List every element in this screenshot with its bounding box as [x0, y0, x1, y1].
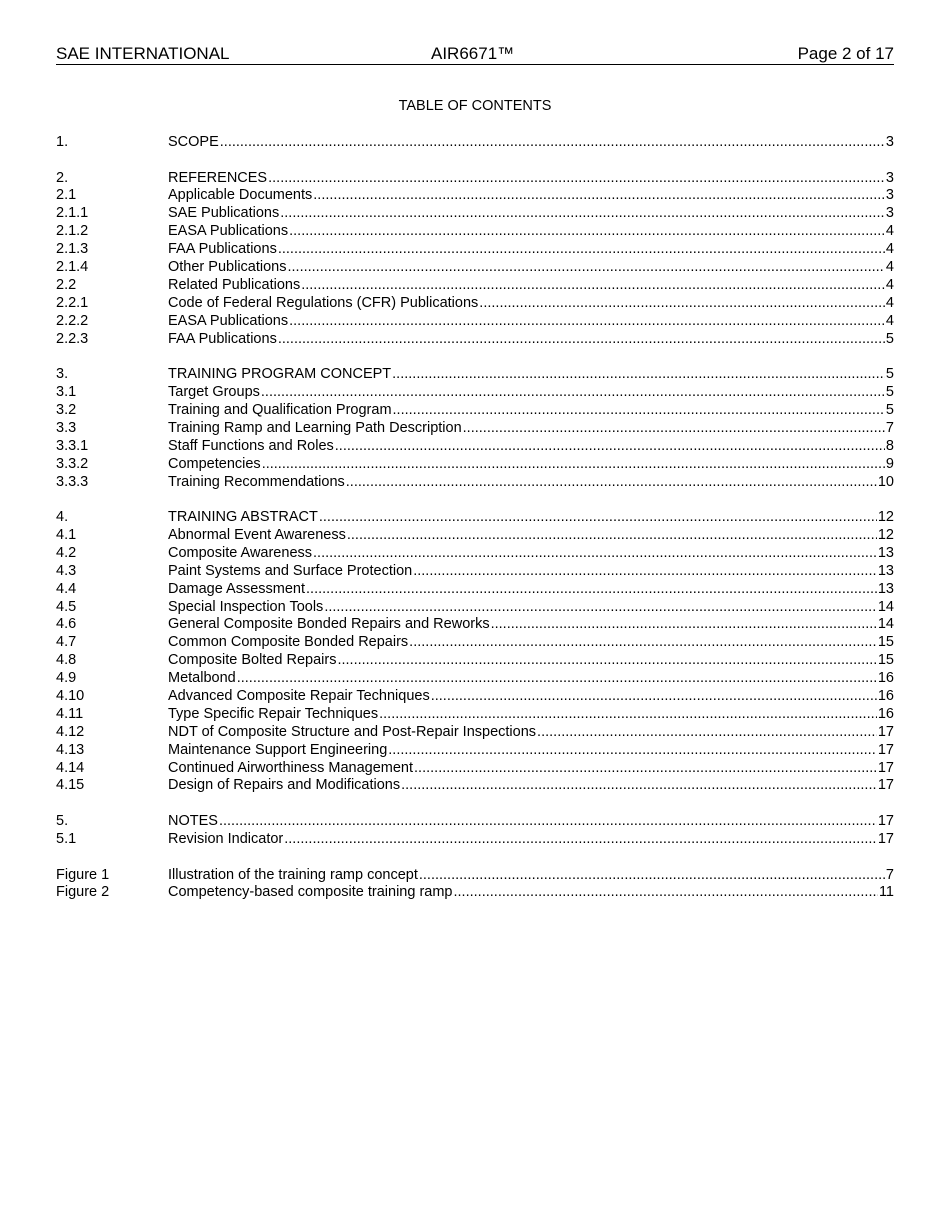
toc-group	[56, 867, 894, 903]
toc-entry-line	[168, 599, 894, 617]
toc-entry-number: 4.4	[56, 580, 77, 597]
toc-entry-title: FAA Publications	[168, 330, 277, 347]
toc-entry-title: NDT of Composite Structure and Post-Repair Inspections	[168, 723, 537, 740]
toc-entry[interactable]	[56, 742, 894, 760]
header-page-number: Page 2 of 17	[797, 44, 894, 63]
toc-entry-title: Common Composite Bonded Repairs	[168, 634, 409, 651]
toc-entry[interactable]	[56, 259, 894, 277]
toc-entry[interactable]	[56, 884, 894, 902]
dot-leader	[262, 456, 885, 474]
toc-entry-line	[168, 777, 894, 795]
toc-entry[interactable]	[56, 187, 894, 205]
toc-entry-title: Competencies	[168, 455, 261, 472]
toc-entry-number: 4.9	[56, 670, 77, 687]
toc-entry-page: 4	[885, 241, 894, 258]
toc-entry-page: 5	[885, 401, 894, 418]
toc-entry[interactable]	[56, 134, 894, 152]
toc-entry[interactable]	[56, 599, 894, 617]
toc-entry-line	[168, 420, 894, 438]
toc-entry-page: 10	[877, 473, 894, 490]
toc-entry-page: 17	[877, 830, 894, 847]
toc-group	[56, 509, 894, 795]
toc-entry-title: NOTES	[168, 813, 218, 830]
toc-entry[interactable]	[56, 867, 894, 885]
toc-entry-line	[168, 616, 894, 634]
dot-leader	[379, 706, 877, 724]
toc-entry-number: 4.	[56, 509, 69, 526]
toc-entry-page: 9	[885, 455, 894, 472]
toc-entry-number: 4.10	[56, 688, 85, 704]
toc-entry-title: SAE Publications	[168, 205, 280, 222]
toc-entry[interactable]	[56, 688, 894, 706]
toc-entry[interactable]	[56, 170, 894, 188]
toc-entry[interactable]	[56, 384, 894, 402]
toc-entry-line	[168, 670, 894, 688]
toc-entry[interactable]	[56, 706, 894, 724]
toc-entry[interactable]	[56, 331, 894, 349]
toc-entry-title: REFERENCES	[168, 169, 268, 186]
toc-entry-line	[168, 223, 894, 241]
toc-entry-number: 2.1.4	[56, 259, 89, 276]
dot-leader	[337, 652, 876, 670]
toc-entry-line	[168, 295, 894, 313]
toc-entry-line	[168, 134, 894, 152]
dot-leader	[346, 474, 877, 492]
dot-leader	[413, 563, 877, 581]
toc-entry-number: 4.12	[56, 723, 85, 740]
toc-entry-page: 17	[877, 777, 894, 794]
toc-entry-page: 7	[885, 419, 894, 436]
toc-entry-number: 4.2	[56, 544, 77, 561]
toc-entry-line	[168, 241, 894, 259]
toc-entry-number: 2.2.3	[56, 330, 89, 347]
dot-leader	[278, 241, 885, 259]
toc-entry-page: 13	[877, 562, 894, 579]
dot-leader	[306, 581, 877, 599]
toc-entry-title: Damage Assessment	[168, 580, 306, 597]
toc-group	[56, 170, 894, 349]
toc-entry[interactable]	[56, 295, 894, 313]
toc-entry-number: 3.3	[56, 419, 77, 436]
toc-entry-line	[168, 831, 894, 849]
toc-entry-line	[168, 724, 894, 742]
toc-entry[interactable]	[56, 438, 894, 456]
dot-leader	[414, 760, 877, 778]
toc-entry-number: 4.13	[56, 741, 85, 758]
toc-entry-line	[168, 509, 894, 527]
toc-entry[interactable]	[56, 616, 894, 634]
dot-leader	[479, 295, 885, 313]
toc-entry-title: Training Recommendations	[168, 473, 345, 490]
toc-entry-title: TRAINING ABSTRACT	[168, 509, 318, 526]
toc-entry-page: 17	[877, 723, 894, 740]
toc-entry-page: 4	[885, 294, 894, 311]
dot-leader	[409, 634, 877, 652]
toc-entry-line	[168, 545, 894, 563]
toc-entry-title: Revision Indicator	[168, 830, 284, 847]
toc-entry-line	[168, 205, 894, 223]
toc-entry-line	[168, 366, 894, 384]
dot-leader	[287, 259, 884, 277]
toc-entry-page: 16	[877, 705, 894, 722]
toc-entry[interactable]	[56, 527, 894, 545]
dot-leader	[335, 438, 885, 456]
toc-entry-page: 7	[885, 866, 894, 883]
toc-entry-title: TRAINING PROGRAM CONCEPT	[168, 366, 392, 383]
toc-entry-title: SCOPE	[168, 134, 219, 150]
toc-entry[interactable]	[56, 563, 894, 581]
toc-entry-number: 4.1	[56, 526, 77, 543]
dot-leader	[454, 884, 878, 902]
toc-entry-page: 16	[877, 688, 894, 704]
toc-entry-number: 2.1.2	[56, 223, 89, 240]
toc-entry-title: Training Ramp and Learning Path Description	[168, 419, 462, 436]
toc-entry-title: Composite Awareness	[168, 544, 313, 561]
toc-entry-line	[168, 634, 894, 652]
toc-entry-title: Staff Functions and Roles	[168, 437, 334, 454]
toc-entry-page: 17	[877, 813, 894, 830]
toc-entry-number: 2.2.2	[56, 312, 89, 329]
toc-entry-number: 2.2.1	[56, 294, 89, 311]
toc-entry-number: 3.3.2	[56, 455, 89, 472]
toc-entry-title: Type Specific Repair Techniques	[168, 705, 379, 722]
toc-entry-title: Advanced Composite Repair Techniques	[168, 688, 430, 704]
dot-leader	[401, 777, 877, 795]
toc-entry-number: 4.5	[56, 598, 77, 615]
dot-leader	[301, 277, 885, 295]
toc-entry[interactable]	[56, 634, 894, 652]
toc-entry-line	[168, 581, 894, 599]
toc-entry-title: Illustration of the training ramp concept	[168, 866, 418, 883]
toc-entry-line	[168, 456, 894, 474]
toc-entry-title: Abnormal Event Awareness	[168, 526, 346, 543]
toc-entry[interactable]	[56, 402, 894, 420]
toc-entry-number: 2.1	[56, 187, 77, 204]
table-of-contents	[56, 134, 894, 920]
toc-entry-number: 4.6	[56, 616, 77, 633]
toc-entry-title: Applicable Documents	[168, 187, 313, 204]
dot-leader	[220, 134, 885, 152]
toc-entry-page: 12	[877, 509, 894, 526]
page-header	[56, 44, 894, 65]
toc-entry-number: 3.2	[56, 401, 77, 418]
dot-leader	[237, 670, 877, 688]
toc-entry-line	[168, 259, 894, 277]
dot-leader	[284, 831, 877, 849]
toc-entry-line	[168, 688, 894, 706]
toc-entry[interactable]	[56, 581, 894, 599]
toc-entry-line	[168, 563, 894, 581]
toc-entry-page: 4	[885, 312, 894, 329]
toc-entry-line	[168, 402, 894, 420]
toc-entry-title: Related Publications	[168, 276, 301, 293]
toc-entry[interactable]	[56, 652, 894, 670]
toc-entry-line	[168, 331, 894, 349]
toc-entry[interactable]	[56, 420, 894, 438]
header-organization: SAE INTERNATIONAL	[56, 44, 230, 63]
toc-entry-page: 16	[877, 670, 894, 687]
toc-entry-page: 4	[885, 259, 894, 276]
toc-entry-line	[168, 384, 894, 402]
toc-entry-number: 4.3	[56, 562, 77, 579]
toc-entry-line	[168, 170, 894, 188]
toc-entry-title: Design of Repairs and Modifications	[168, 777, 401, 794]
toc-entry-page: 3	[885, 187, 894, 204]
toc-entry-number: 4.7	[56, 634, 77, 651]
dot-leader	[431, 688, 877, 706]
toc-entry-number: 2.	[56, 169, 69, 186]
toc-entry-page: 14	[877, 616, 894, 633]
toc-entry[interactable]	[56, 241, 894, 259]
toc-entry-page: 5	[885, 330, 894, 347]
toc-entry-title: Composite Bolted Repairs	[168, 652, 337, 669]
dot-leader	[280, 205, 885, 223]
toc-entry-page: 17	[877, 741, 894, 758]
toc-entry-page: 3	[885, 134, 894, 150]
toc-entry-number: 2.1.3	[56, 241, 89, 258]
toc-entry-number: 2.1.1	[56, 205, 89, 222]
dot-leader	[261, 384, 885, 402]
toc-entry[interactable]	[56, 545, 894, 563]
toc-entry-page: 5	[885, 366, 894, 383]
toc-entry-line	[168, 438, 894, 456]
toc-entry-line	[168, 652, 894, 670]
toc-entry[interactable]	[56, 724, 894, 742]
toc-entry-page: 13	[877, 544, 894, 561]
toc-entry-line	[168, 474, 894, 492]
toc-entry-number: Figure 1	[56, 866, 110, 883]
dot-leader	[313, 545, 877, 563]
toc-entry-page: 12	[877, 526, 894, 543]
toc-entry[interactable]	[56, 777, 894, 795]
dot-leader	[289, 223, 885, 241]
toc-entry[interactable]	[56, 277, 894, 295]
toc-entry-page: 4	[885, 223, 894, 240]
toc-entry-title: Code of Federal Regulations (CFR) Publications	[168, 294, 479, 311]
toc-entry-page: 5	[885, 384, 894, 401]
toc-entry-number: 3.3.1	[56, 437, 89, 454]
toc-entry[interactable]	[56, 223, 894, 241]
toc-entry-number: 5.1	[56, 830, 77, 847]
toc-group	[56, 366, 894, 491]
toc-entry-line	[168, 884, 894, 902]
toc-entry-line	[168, 742, 894, 760]
toc-entry-number: 4.11	[56, 705, 84, 722]
toc-entry-line	[168, 527, 894, 545]
toc-entry-page: 15	[877, 634, 894, 651]
dot-leader	[268, 170, 885, 188]
toc-entry[interactable]	[56, 670, 894, 688]
toc-entry-number: 5.	[56, 813, 69, 830]
toc-entry-title: General Composite Bonded Repairs and Reworks	[168, 616, 490, 633]
toc-entry-title: Competency-based composite training ramp	[168, 884, 453, 901]
toc-entry[interactable]	[56, 456, 894, 474]
dot-leader	[324, 599, 877, 617]
toc-entry-line	[168, 706, 894, 724]
toc-entry[interactable]	[56, 760, 894, 778]
dot-leader	[463, 420, 885, 438]
toc-entry[interactable]	[56, 366, 894, 384]
toc-entry-number: 1.	[56, 134, 69, 150]
dot-leader	[537, 724, 877, 742]
toc-entry-number: 2.2	[56, 276, 77, 293]
toc-entry-title: EASA Publications	[168, 312, 289, 329]
dot-leader	[219, 813, 877, 831]
toc-entry[interactable]	[56, 831, 894, 849]
toc-group	[56, 134, 894, 152]
toc-entry[interactable]	[56, 509, 894, 527]
toc-entry-number: 4.15	[56, 777, 85, 794]
toc-entry[interactable]	[56, 813, 894, 831]
toc-entry-page: 8	[885, 437, 894, 454]
toc-entry-title: FAA Publications	[168, 241, 277, 258]
toc-entry[interactable]	[56, 474, 894, 492]
toc-entry-line	[168, 760, 894, 778]
toc-entry-title: Continued Airworthiness Management	[168, 759, 414, 776]
toc-entry-number: 4.14	[56, 759, 85, 776]
toc-entry[interactable]	[56, 205, 894, 223]
toc-entry-title: Target Groups	[168, 384, 260, 401]
toc-entry-number: 3.	[56, 366, 69, 383]
toc-entry-page: 4	[885, 276, 894, 293]
toc-entry-title: Maintenance Support Engineering	[168, 741, 388, 758]
toc-entry-title: Training and Qualification Program	[168, 401, 392, 418]
dot-leader	[313, 187, 885, 205]
toc-entry-page: 15	[877, 652, 894, 669]
toc-entry-number: 3.1	[56, 384, 77, 401]
toc-entry[interactable]	[56, 313, 894, 331]
toc-entry-number: 4.8	[56, 652, 77, 669]
toc-entry-line	[168, 313, 894, 331]
toc-entry-title: Paint Systems and Surface Protection	[168, 562, 413, 579]
dot-leader	[278, 331, 885, 349]
dot-leader	[393, 402, 885, 420]
dot-leader	[392, 366, 885, 384]
toc-entry-title: EASA Publications	[168, 223, 289, 240]
toc-entry-line	[168, 187, 894, 205]
toc-group	[56, 813, 894, 849]
toc-entry-page: 14	[877, 598, 894, 615]
dot-leader	[347, 527, 877, 545]
toc-entry-title: Metalbond	[168, 670, 236, 687]
toc-entry-number: Figure 2	[56, 884, 110, 901]
toc-heading: TABLE OF CONTENTS	[398, 98, 552, 114]
dot-leader	[388, 742, 877, 760]
toc-entry-page: 11	[878, 884, 894, 901]
toc-entry-page: 3	[885, 205, 894, 222]
header-document-number: AIR6671™	[431, 44, 515, 63]
dot-leader	[289, 313, 885, 331]
toc-entry-line	[168, 277, 894, 295]
toc-entry-line	[168, 867, 894, 885]
dot-leader	[419, 867, 885, 885]
toc-entry-page: 17	[877, 759, 894, 776]
dot-leader	[319, 509, 877, 527]
toc-entry-line	[168, 813, 894, 831]
toc-entry-page: 13	[877, 580, 894, 597]
toc-entry-number: 3.3.3	[56, 473, 89, 490]
toc-entry-title: Special Inspection Tools	[168, 598, 324, 615]
dot-leader	[491, 616, 877, 634]
toc-entry-page: 3	[885, 169, 894, 186]
toc-entry-title: Other Publications	[168, 259, 287, 276]
